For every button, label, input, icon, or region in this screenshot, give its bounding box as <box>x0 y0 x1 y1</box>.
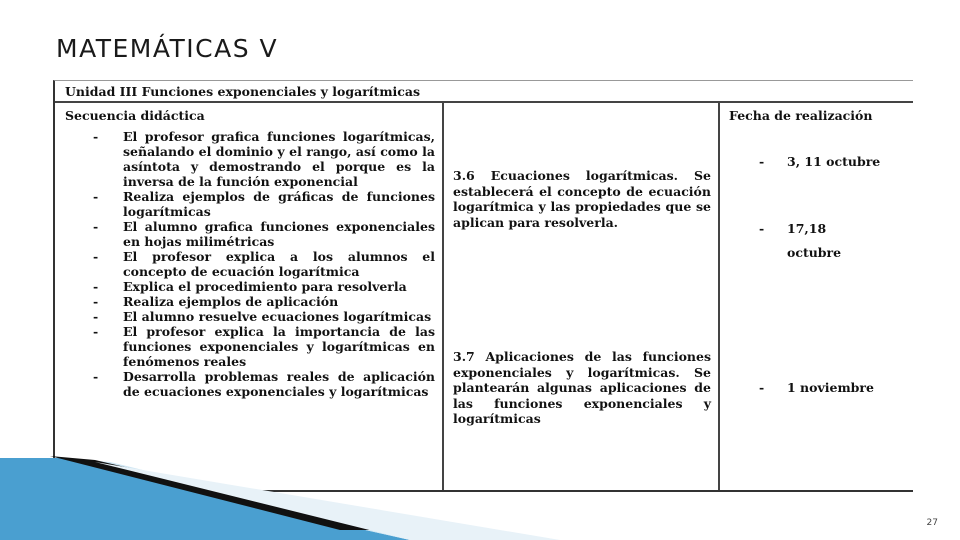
decorative-swoosh <box>0 450 560 540</box>
column-divider-2 <box>718 103 720 490</box>
slide-title: MATEMÁTICAS V <box>56 34 279 63</box>
list-item: - El profesor grafica funciones logarítmicas, señalando el dominio y el rango, así como la asíntota y demostrando el porque es la inversa de la función exponencial <box>93 129 435 189</box>
list-item: - El profesor explica la importancia de las funciones exponenciales y logarítmicas en fenómenos reales <box>93 324 435 369</box>
topic-3-6: 3.6 Ecuaciones logarítmicas. Se establecerá el concepto de ecuación logarítmica y las propiedades que se aplican para resolverla. <box>453 168 711 230</box>
date-item: - 17,18 <box>759 221 827 236</box>
date-item: octubre <box>787 245 842 260</box>
unit-title: Unidad III Funciones exponenciales y logarítmicas <box>65 84 421 99</box>
date-item: - 3, 11 octubre <box>759 154 881 169</box>
column-divider-1 <box>442 103 444 490</box>
date-item: - 1 noviembre <box>759 380 874 395</box>
list-item: - Desarrolla problemas reales de aplicación de ecuaciones exponenciales y logarítmicas <box>93 369 435 399</box>
sequence-list <box>65 129 435 399</box>
list-item: - El profesor explica a los alumnos el concepto de ecuación logarítmica <box>93 249 435 279</box>
list-item: - El alumno grafica funciones exponenciales en hojas milimétricas <box>93 219 435 249</box>
document-table <box>53 80 913 492</box>
date-header: Fecha de realización <box>729 108 873 123</box>
list-item: - Realiza ejemplos de aplicación <box>93 294 339 309</box>
list-item: - Realiza ejemplos de gráficas de funciones logarítmicas <box>93 189 435 219</box>
topic-3-7: 3.7 Aplicaciones de las funciones exponenciales y logarítmicas. Se plantearán algunas aplicaciones de las funciones exponenciales y logarítmicas <box>453 349 711 426</box>
sequence-header: Secuencia didáctica <box>65 108 205 123</box>
list-item: - Explica el procedimiento para resolverla <box>93 279 407 294</box>
unit-header-row <box>55 81 913 103</box>
slide-number: 27 <box>926 518 938 528</box>
list-item: - El alumno resuelve ecuaciones logarítmicas <box>93 309 432 324</box>
